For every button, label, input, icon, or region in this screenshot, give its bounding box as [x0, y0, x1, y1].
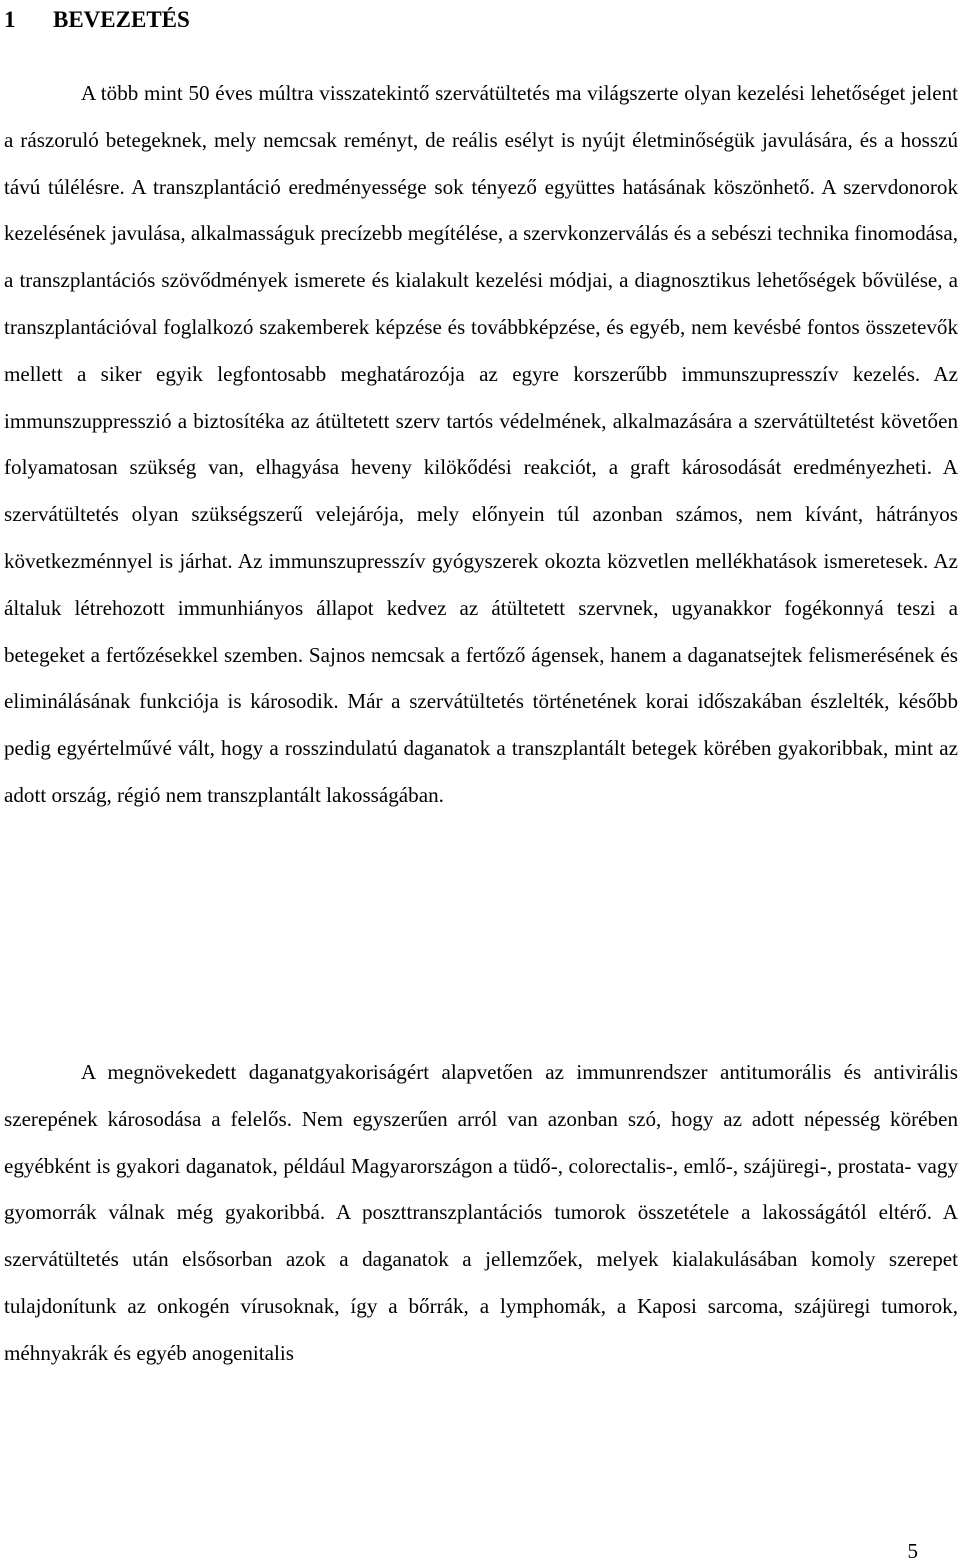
- page-number: 5: [907, 1539, 918, 1563]
- section-title: BEVEZETÉS: [53, 7, 190, 32]
- body-paragraph: A megnövekedett daganatgyakoriságért alapvetően az immunrendszer antitumorális és antivirális szerepének károsodása a felelős. Nem egyszerűen arról van azonban szó, hogy az adott népesség körében egyébként is gyakori daganatok, például Magyarországon a tüdő-, colorectalis-, emlő-, szájüregi-, prostata- vagy gyomorrák válnak még gyakoribbá. A poszttranszplantációs tumorok összetétele a lakosságától eltérő. A szervátültetés után elsősorban azok a daganatok a jellemzőek, melyek kialakulásában komoly szerepet tulajdonítunk az onkogén vírusoknak, így a bőrrák, a lymphomák, a Kaposi sarcoma, szájüregi tumorok, méhnyakrák és egyéb anogenitalis: [4, 1060, 958, 1365]
- body-paragraph: A több mint 50 éves múltra visszatekintő szervátültetés ma világszerte olyan kezelési lehetőséget jelent a rászoruló betegeknek, mely nemcsak reményt, de reális esélyt is nyújt életminőségük javulására, és a hosszú távú túlélésre. A transzplantáció eredményessége sok tényező együttes hatásának köszönhető. A szervdonorok kezelésének javulása, alkalmasságuk precízebb megítélése, a szervkonzerválás és a sebészi technika finomodása, a transzplantációs szövődmények ismerete és kialakult kezelési módjai, a diagnosztikus lehetőségek bővülése, a transzplantációval foglalkozó szakemberek képzése és továbbképzése, és egyéb, nem kevésbé fontos összetevők mellett a siker egyik legfontosabb meghatározója az egyre korszerűbb immunszupresszív kezelés. Az immunszuppresszió a biztosítéka az átültetett szerv tartós védelmének, alkalmazására a szervátültetést követően folyamatosan szükség van, elhagyása heveny kilökődési reakciót, a graft károsodását eredményezheti. A szervátültetés olyan szükségszerű velejárója, mely előnyein túl azonban számos, nem kívánt, hátrányos következménnyel is járhat. Az immunszupresszív gyógyszerek okozta közvetlen mellékhatások ismeretesek. Az általuk létrehozott immunhiányos állapot kedvez az átültetett szervnek, ugyanakkor fogékonnyá teszi a betegeket a fertőzésekkel szemben. Sajnos nemcsak a fertőző ágensek, hanem a daganatsejtek felismerésének és eliminálásának funkciója is károsodik. Már a szervátültetés történetének korai időszakában észlelték, később pedig egyértelművé vált, hogy a rosszindulatú daganatok a transzplantált betegek körében gyakoribbak, mint az adott ország, régió nem transzplantált lakosságában.: [4, 81, 958, 807]
- section-heading: [4, 4, 190, 36]
- section-number: 1: [4, 7, 16, 32]
